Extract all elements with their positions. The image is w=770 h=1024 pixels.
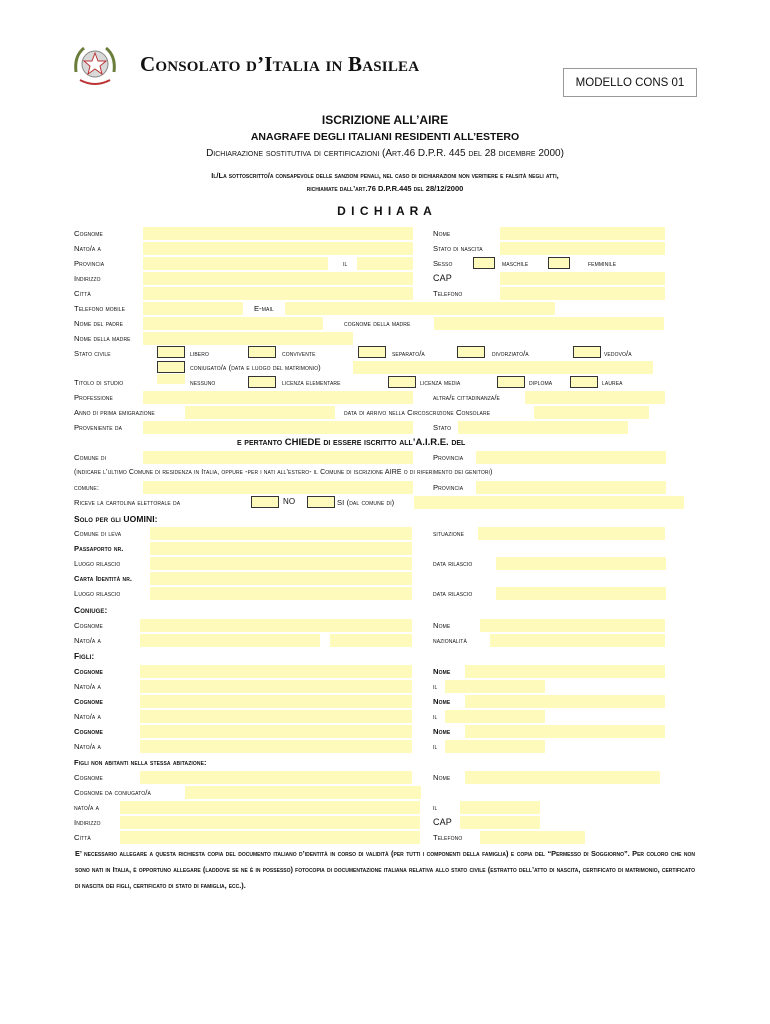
figlio2-cognome-field[interactable] — [140, 695, 412, 708]
coniugato-extra-field[interactable] — [157, 374, 185, 384]
ci-luogo-rilascio-field[interactable] — [150, 587, 412, 600]
cap-label: CAP — [433, 273, 452, 283]
indirizzo-label: Indirizzo — [74, 274, 101, 283]
dichiara-heading: D I C H I A R A — [337, 204, 433, 218]
data-arrivo-label: data di arrivo nella Circoscrizione Consolare — [344, 408, 491, 417]
coniuge-nazionalita-field[interactable] — [490, 634, 665, 647]
cartolina-no-checkbox[interactable] — [251, 496, 279, 508]
anno-emigrazione-field[interactable] — [185, 406, 335, 419]
figlio2-cognome-label: Cognome — [74, 697, 103, 706]
figlio1-cognome-field[interactable] — [140, 665, 412, 678]
passaporto-data-rilascio-label: data rilascio — [433, 559, 473, 568]
ci-data-rilascio-field[interactable] — [496, 587, 666, 600]
figlio2-il-label: il — [433, 712, 438, 721]
telefono-mobile-field[interactable] — [143, 302, 243, 315]
proveniente-field[interactable] — [143, 421, 413, 434]
stato-civile-label: Stato civile — [74, 349, 111, 358]
fna-cognome-label: Cognome — [74, 773, 103, 782]
telefono-mobile-label: Telefono mobile — [74, 304, 126, 313]
licenza-elementare-label: licenza elementare — [282, 378, 341, 387]
indirizzo-field[interactable] — [143, 272, 413, 285]
passaporto-field[interactable] — [150, 542, 412, 555]
data-nascita-field[interactable] — [357, 257, 413, 270]
fna-nato-field[interactable] — [120, 801, 420, 814]
licenza-elementare-checkbox[interactable] — [248, 376, 276, 388]
coniuge-nome-label: Nome — [433, 621, 451, 630]
maschile-label: maschile — [502, 259, 529, 268]
proveniente-label: Proveniente da — [74, 423, 123, 432]
coniuge-cognome-label: Cognome — [74, 621, 103, 630]
fna-nome-field[interactable] — [465, 771, 660, 784]
figlio3-nome-field[interactable] — [465, 725, 665, 738]
nome-padre-label: Nome del padre — [74, 319, 124, 328]
provincia-aire-field[interactable] — [476, 451, 666, 464]
altra-cittadinanza-label: altra/e cittadinanza/e — [433, 393, 500, 402]
coniuge-data-nascita-field[interactable] — [330, 634, 412, 647]
licenza-media-label: licenza media — [420, 378, 461, 387]
intro-line-1: Il/La sottoscritto/a consapevole delle sanzioni penali, nel caso di dichiarazioni non veritiere e falsità negli atti, — [211, 171, 559, 180]
passaporto-luogo-rilascio-label: Luogo rilascio — [74, 559, 121, 568]
comune-di-field[interactable] — [143, 451, 413, 464]
maschile-checkbox[interactable] — [473, 257, 495, 269]
heading-iscrizione: ISCRIZIONE ALL’AIRE — [321, 113, 449, 127]
nato-field[interactable] — [143, 242, 413, 255]
citta-field[interactable] — [143, 287, 413, 300]
figlio1-nato-field[interactable] — [140, 680, 412, 693]
cognome-field[interactable] — [143, 227, 413, 240]
fna-indirizzo-label: Indirizzo — [74, 818, 101, 827]
cognome-madre-label: cognome della madre — [344, 319, 411, 328]
comune-di-label: Comune di — [74, 453, 107, 462]
indicare-note: (indicare l’ultimo Comune di residenza in Italia, oppure -per i nati all’estero- il Comune di iscrizione AIRE o di riferimento dei genitori) — [74, 469, 493, 476]
intro-line-2: richiamate dall’art.76 D.P.R.445 del 28/12/2000 — [306, 184, 464, 193]
italian-emblem-icon — [70, 42, 120, 88]
fna-citta-label: Città — [74, 833, 91, 842]
heading-dichiarazione: Dichiarazione sostitutiva di certificazioni (Art.46 D.P.R. 445 del 28 dicembre 2000) — [206, 148, 564, 159]
divorziato-label: divorziato/a — [492, 349, 529, 358]
licenza-media-checkbox[interactable] — [388, 376, 416, 388]
model-code: MODELLO CONS 01 — [563, 68, 697, 97]
figlio3-cognome-label: Cognome — [74, 727, 103, 736]
data-arrivo-field[interactable] — [534, 406, 649, 419]
femminile-label: femminile — [588, 259, 617, 268]
figlio2-data-field[interactable] — [445, 710, 545, 723]
passaporto-label: Passaporto nr. — [74, 544, 124, 553]
fna-cap-label: CAP — [433, 817, 452, 827]
figlio3-nato-field[interactable] — [140, 740, 412, 753]
fna-il-label: il — [433, 803, 438, 812]
carta-identita-label: Carta Identità nr. — [74, 574, 133, 583]
nessuno-label: nessuno — [190, 378, 216, 387]
figlio1-cognome-label: Cognome — [74, 667, 103, 676]
fna-telefono-label: Telefono — [433, 833, 463, 842]
provincia-aire-label: Provincia — [433, 453, 464, 462]
figlio2-nato-field[interactable] — [140, 710, 412, 723]
coniugato-label: coniugato/a (data e luogo del matrimonio) — [190, 363, 321, 372]
provincia-field[interactable] — [143, 257, 328, 270]
cartolina-si-checkbox[interactable] — [307, 496, 335, 508]
separato-checkbox[interactable] — [358, 346, 386, 358]
figlio1-nato-label: Nato/a a — [74, 682, 101, 691]
convivente-checkbox[interactable] — [248, 346, 276, 358]
divorziato-checkbox[interactable] — [457, 346, 485, 358]
carta-identita-field[interactable] — [150, 572, 412, 585]
vedovo-label: vedovo/a — [604, 349, 632, 358]
diploma-checkbox[interactable] — [497, 376, 525, 388]
heading-anagrafe: ANAGRAFE DEGLI ITALIANI RESIDENTI ALL’ESTERO — [250, 131, 520, 143]
titolo-studio-label: Titolo di studio — [74, 378, 124, 387]
chiede-heading: e pertanto CHIEDE di essere iscritto all’A.I.R.E. del — [237, 437, 466, 448]
libero-label: libero — [190, 349, 209, 358]
citta-label: Città — [74, 289, 91, 298]
separato-label: separato/a — [392, 349, 425, 358]
comune-leva-label: Comune di leva — [74, 529, 122, 538]
figlio1-nome-label: Nome — [433, 667, 451, 676]
passaporto-data-rilascio-field[interactable] — [496, 557, 666, 570]
fna-telefono-field[interactable] — [480, 831, 585, 844]
professione-label: Professione — [74, 393, 113, 402]
femminile-checkbox[interactable] — [548, 257, 570, 269]
il-label: il — [343, 259, 348, 268]
figli-heading: Figli: — [74, 651, 95, 661]
figlio2-nato-label: Nato/a a — [74, 712, 101, 721]
situazione-field[interactable] — [478, 527, 665, 540]
cartolina-si-label: SI (dal comune di) — [337, 498, 395, 507]
nome-padre-field[interactable] — [143, 317, 323, 330]
stato-nascita-label: Stato di nascita — [433, 244, 483, 253]
coniuge-nome-field[interactable] — [480, 619, 665, 632]
coniuge-nato-label: Nato/a a — [74, 636, 101, 645]
cognome-label: Cognome — [74, 229, 103, 238]
stato-label: Stato — [433, 423, 452, 432]
nome-madre-field[interactable] — [143, 332, 353, 345]
telefono-label: Telefono — [433, 289, 463, 298]
stato-nascita-field[interactable] — [500, 242, 665, 255]
diploma-label: diploma — [529, 378, 553, 387]
coniuge-heading: Coniuge: — [74, 605, 108, 615]
situazione-label: situazione — [433, 529, 465, 538]
allegati-note: E’ necessario allegare a questa richiesta copia del documento italiano d’identità in corso di validità (per tutti i componenti della famiglia) e copia del “Permesso di Soggiorno”. Per coloro che non sono nati in Italia, è opportuno allegare (laddove se ne è in possesso) fotocopia di documentazione italiana relativa allo stato civile (estratto dell’atto di nascita, certificato di matrimonio, certificato di nascita dei figli, certificato di stato di famiglia, ecc.). — [75, 849, 695, 890]
figlio3-data-field[interactable] — [445, 740, 545, 753]
email-label: E-mail — [254, 304, 274, 313]
cartolina-label: Riceve la cartolina elettorale da — [74, 498, 181, 507]
ci-data-rilascio-label: data rilascio — [433, 589, 473, 598]
vedovo-checkbox[interactable] — [573, 346, 601, 358]
comune-field[interactable] — [143, 481, 413, 494]
data-luogo-matrimonio-field[interactable] — [353, 361, 653, 374]
figlio3-cognome-field[interactable] — [140, 725, 412, 738]
provincia-comune-label: Provincia — [433, 483, 464, 492]
figli-non-abitanti-heading: Figli non abitanti nella stessa abitazione: — [74, 758, 207, 767]
page-title: Consolato d’Italia in Basilea — [140, 52, 420, 76]
nome-madre-label: Nome della madre — [74, 334, 131, 343]
fna-cap-field[interactable] — [460, 816, 540, 829]
cognome-madre-field[interactable] — [434, 317, 664, 330]
nome-label: Nome — [433, 229, 451, 238]
figlio3-nome-label: Nome — [433, 727, 451, 736]
provincia-comune-field[interactable] — [476, 481, 666, 494]
laurea-checkbox[interactable] — [570, 376, 598, 388]
fna-cognome-coniugato-label: Cognome da coniugato/a — [74, 788, 151, 797]
coniuge-nazionalita-label: nazionalità — [433, 636, 467, 645]
anno-emigrazione-label: Anno di prima emigrazione — [74, 408, 155, 417]
cap-field[interactable] — [500, 272, 665, 285]
fna-cognome-coniugato-field[interactable] — [185, 786, 421, 799]
telefono-field[interactable] — [500, 287, 665, 300]
libero-checkbox[interactable] — [157, 346, 185, 358]
fna-data-field[interactable] — [460, 801, 540, 814]
provincia-label: Provincia — [74, 259, 105, 268]
figlio3-il-label: il — [433, 742, 438, 751]
email-field[interactable] — [285, 302, 555, 315]
figlio1-data-field[interactable] — [445, 680, 545, 693]
figlio3-nato-label: Nato/a a — [74, 742, 101, 751]
coniuge-cognome-field[interactable] — [140, 619, 412, 632]
fna-citta-field[interactable] — [120, 831, 420, 844]
fna-nato-label: nato/a a — [74, 803, 100, 812]
fna-nome-label: Nome — [433, 773, 451, 782]
nato-label: Nato/a a — [74, 244, 101, 253]
cartolina-comune-field[interactable] — [414, 496, 684, 509]
cartolina-no-label: NO — [283, 497, 296, 506]
professione-field[interactable] — [143, 391, 413, 404]
fna-indirizzo-field[interactable] — [120, 816, 420, 829]
fna-cognome-field[interactable] — [140, 771, 412, 784]
coniugato-checkbox[interactable] — [157, 361, 185, 373]
stato-field[interactable] — [458, 421, 628, 434]
nome-field[interactable] — [500, 227, 665, 240]
coniuge-nato-field[interactable] — [140, 634, 320, 647]
figlio1-nome-field[interactable] — [465, 665, 665, 678]
sesso-label: Sesso — [433, 259, 453, 268]
solo-uomini-heading: Solo per gli UOMINI: — [74, 514, 158, 524]
altra-cittadinanza-field[interactable] — [525, 391, 665, 404]
figlio1-il-label: il — [433, 682, 438, 691]
ci-luogo-rilascio-label: Luogo rilascio — [74, 589, 121, 598]
convivente-label: convivente — [282, 349, 316, 358]
laurea-label: laurea — [602, 378, 623, 387]
passaporto-luogo-rilascio-field[interactable] — [150, 557, 412, 570]
comune-label: comune: — [74, 483, 100, 492]
comune-leva-field[interactable] — [150, 527, 412, 540]
figlio2-nome-field[interactable] — [465, 695, 665, 708]
figlio2-nome-label: Nome — [433, 697, 451, 706]
